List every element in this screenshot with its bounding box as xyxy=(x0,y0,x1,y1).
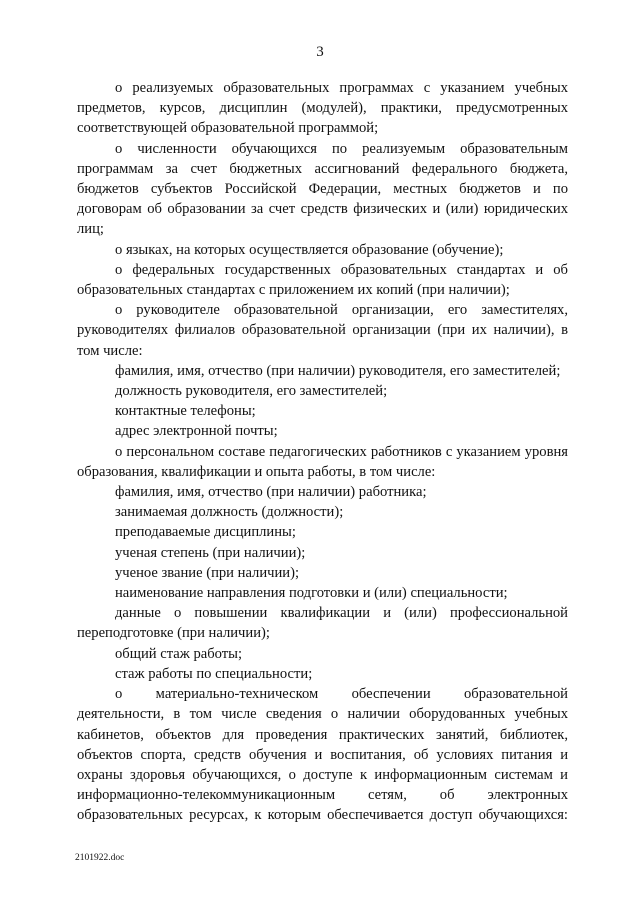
paragraph-material-support: о материально-техническом обеспечении образовательной деятельности, в том числе сведения о наличии оборудованных учебных кабинетов, объектов для проведения практических занятий, библиотек, объектов спорта, средств обучения и воспитания, об условиях питания и охраны здоровья обучающихся, о доступе к информационным системам и информационно-телекоммуникационным сетям, об электронных образовательных ресурсах, к которым обеспечивается доступ обучающихся: xyxy=(77,686,568,824)
paragraph-student-numbers: о численности обучающихся по реализуемым образовательным программам за счет бюджетных ассигнований федерального бюджета, бюджетов субъектов Российской Федерации, местных бюджетов и по договорам об образовании за счет средств физических и (или) юридических лиц; xyxy=(77,140,568,238)
document-body xyxy=(77,78,568,826)
paragraph-total-experience: общий стаж работы; xyxy=(115,645,243,662)
page-number: 3 xyxy=(316,44,324,60)
paragraph-qualification-upgrade: данные о повышении квалификации и (или) профессиональной переподготовке (при наличии); xyxy=(77,605,568,642)
paragraph-teaching-staff: о персональном составе педагогических работников с указанием уровня образования, квалификации и опыта работы, в том числе: xyxy=(77,443,568,480)
paragraph-staff-full-name: фамилия, имя, отчество (при наличии) работника; xyxy=(115,484,427,501)
paragraph-head-full-name: фамилия, имя, отчество (при наличии) руководителя, его заместителей; xyxy=(115,362,561,379)
paragraph-training-direction: наименование направления подготовки и (или) специальности; xyxy=(115,585,508,602)
paragraph-email-address: адрес электронной почты; xyxy=(115,423,278,440)
paragraph-specialty-experience: стаж работы по специальности; xyxy=(115,665,313,682)
paragraph-academic-title: ученое звание (при наличии); xyxy=(115,564,300,581)
paragraph-academic-degree: ученая степень (при наличии); xyxy=(115,544,306,561)
paragraph-head-position: должность руководителя, его заместителей; xyxy=(115,383,388,400)
paragraph-disciplines-taught: преподаваемые дисциплины; xyxy=(115,524,296,541)
paragraph-languages: о языках, на которых осуществляется образование (обучение); xyxy=(115,241,504,258)
paragraph-head-of-organization: о руководителе образовательной организации, его заместителях, руководителях филиалов образовательной организации (при их наличии), в том числе: xyxy=(77,302,568,359)
document-file-code: 2101922.doc xyxy=(75,853,125,863)
paragraph-educational-programs: о реализуемых образовательных программах с указанием учебных предметов, курсов, дисциплин (модулей), практики, предусмотренных соответствующей образовательной программой; xyxy=(77,80,568,137)
paragraph-contact-phones: контактные телефоны; xyxy=(115,403,256,420)
paragraph-standards: о федеральных государственных образовательных стандартах и об образовательных стандартах с приложением их копий (при наличии); xyxy=(77,261,568,299)
paragraph-staff-position: занимаемая должность (должности); xyxy=(115,504,344,521)
